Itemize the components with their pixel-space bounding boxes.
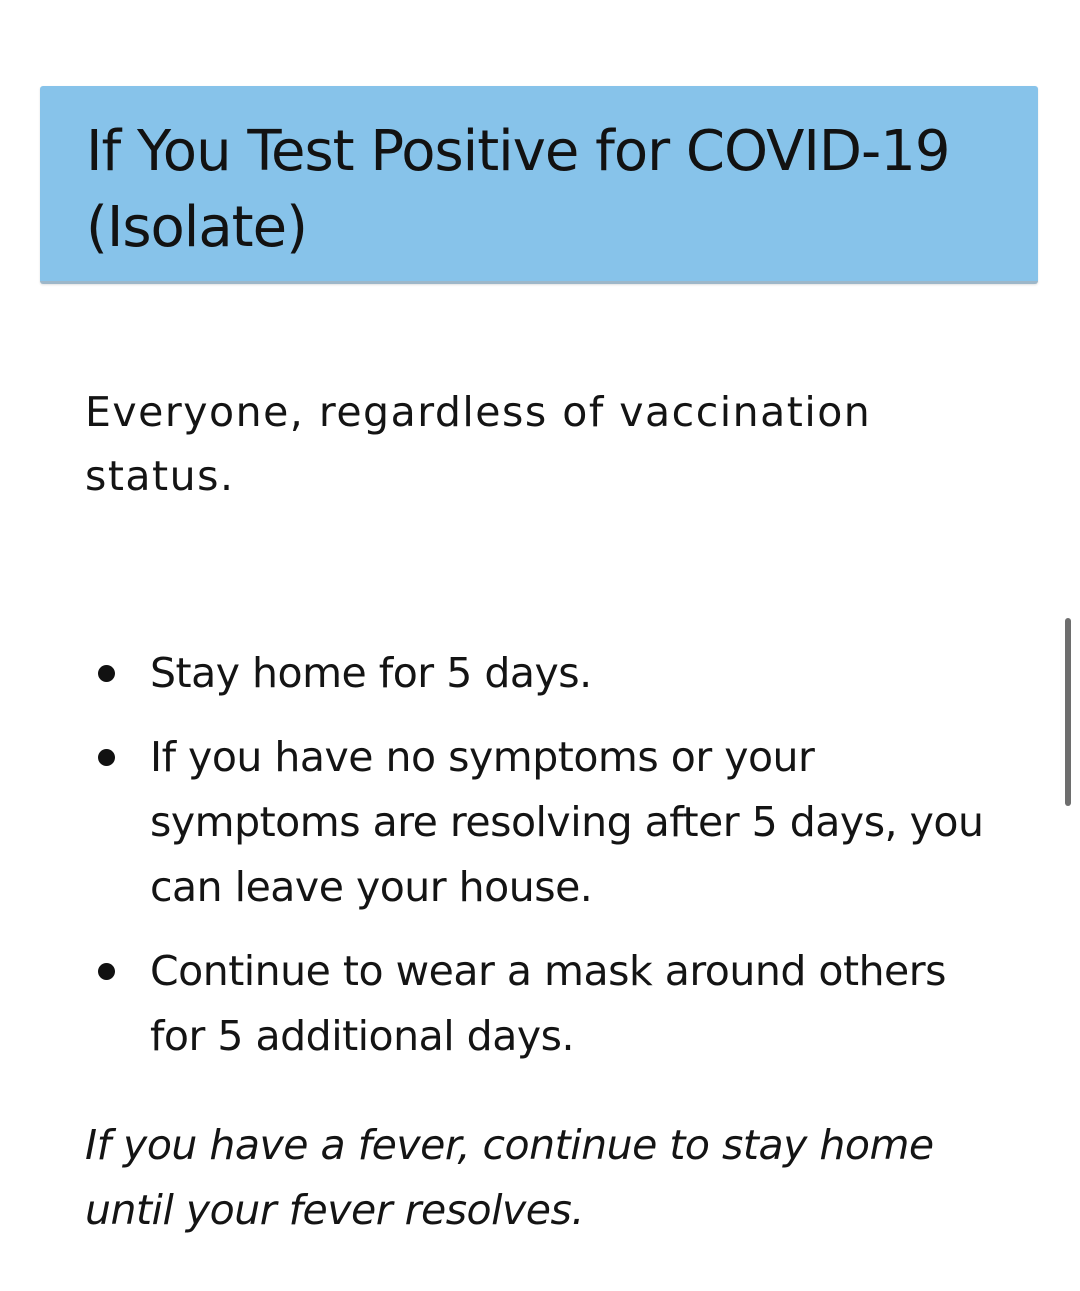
page-title	[86, 114, 998, 266]
list-item	[0, 939, 1000, 1069]
list-item	[0, 725, 1000, 920]
list-item-text: Stay home for 5 days.	[150, 649, 592, 697]
list-item-text: Continue to wear a mask around others for 5 additional days.	[150, 947, 946, 1060]
bullet-icon	[98, 665, 115, 682]
page-header-banner	[40, 86, 1038, 284]
list-item-text: If you have no symptoms or your symptoms are resolving after 5 days, you can leave your house.	[150, 733, 984, 911]
list-item	[0, 641, 1000, 706]
audience-statement: Everyone, regardless of vaccination status.	[85, 388, 872, 500]
page-title-line-1: If You Test Positive for COVID-19	[86, 119, 950, 184]
isolation-guidance-list	[0, 641, 1000, 1088]
bullet-icon	[98, 749, 115, 766]
bullet-icon	[98, 963, 115, 980]
scrollbar-thumb[interactable]	[1065, 618, 1071, 806]
fever-note: If you have a fever, continue to stay home until your fever resolves.	[85, 1121, 934, 1234]
page-title-line-2: (Isolate)	[86, 195, 307, 260]
